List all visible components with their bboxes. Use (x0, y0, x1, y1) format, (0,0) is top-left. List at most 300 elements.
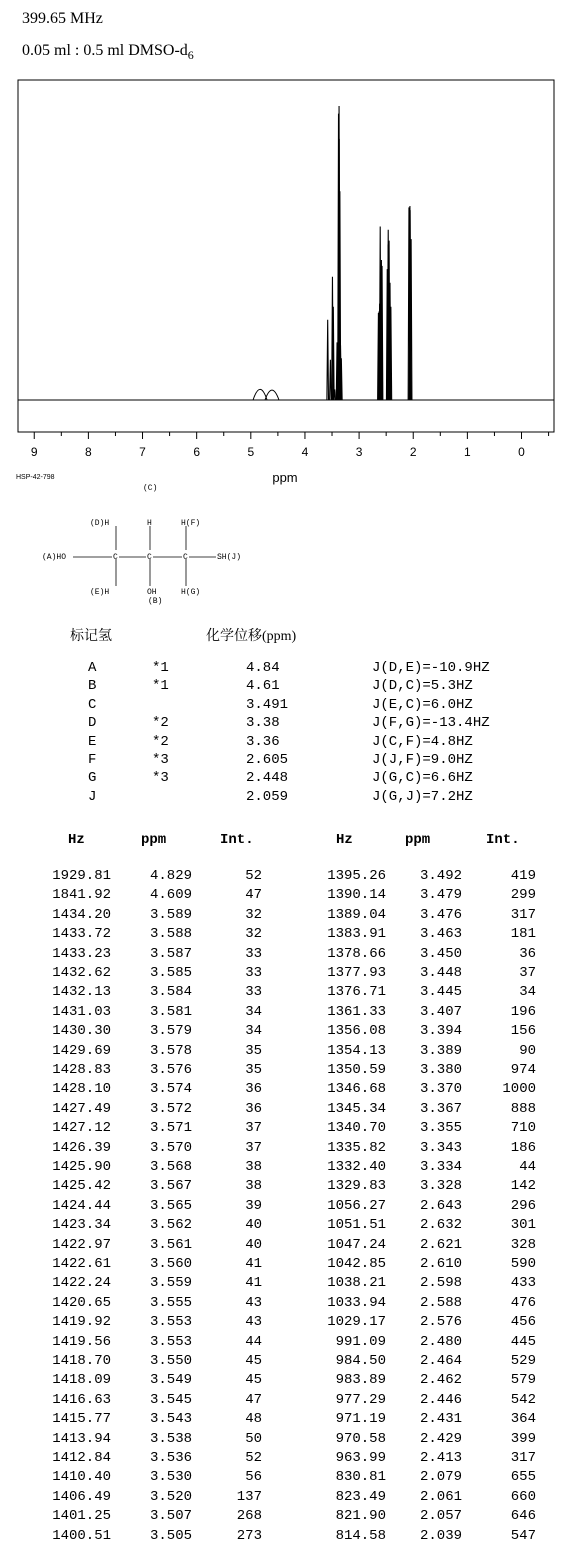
peak-hz: 1422.24 (52, 1275, 111, 1292)
peak-row (0, 1469, 570, 1486)
peak-hz: 1389.04 (327, 906, 386, 923)
peak-hz: 1410.40 (52, 1469, 111, 1486)
peak-hz: 814.58 (335, 1527, 386, 1544)
label-h-c: H (147, 519, 152, 528)
peak-intensity: 44 (245, 1333, 262, 1350)
peak-hz: 1047.24 (327, 1236, 386, 1253)
peak-intensity: 45 (245, 1353, 262, 1369)
peak-ppm: 3.571 (149, 1120, 192, 1137)
peak-intensity: 32 (245, 906, 262, 923)
x-tick-label: 0 (518, 445, 525, 459)
peak-row (0, 1237, 570, 1254)
peak-ppm: 3.445 (419, 984, 462, 1001)
peak-ppm: 3.555 (149, 1294, 192, 1311)
peak-hz: 1431.03 (52, 1003, 111, 1020)
peak-hz: 821.90 (335, 1508, 386, 1525)
peak-hz: 1432.13 (52, 984, 111, 1001)
peak-row (0, 887, 570, 904)
chemical-shift: 2.059 (246, 788, 289, 805)
spectrum-peak (327, 320, 329, 400)
peak-intensity: 156 (510, 1023, 536, 1040)
peak-row (0, 1159, 570, 1176)
peak-ppm: 2.621 (419, 1236, 462, 1253)
peak-intensity: 646 (510, 1508, 536, 1525)
peak-intensity: 35 (245, 1062, 262, 1078)
peak-row (0, 1178, 570, 1195)
coupling-constant: J(E,C)=6.0HZ (372, 696, 473, 713)
peak-ppm: 3.545 (149, 1391, 192, 1408)
label-a: (A)HO (42, 553, 67, 562)
label-c1: C (113, 553, 118, 562)
peak-ppm: 3.450 (419, 945, 462, 962)
peak-intensity: 273 (236, 1527, 262, 1544)
peak-row (0, 1392, 570, 1409)
peak-hz: 971.19 (335, 1411, 386, 1428)
peak-intensity: 43 (245, 1294, 262, 1311)
peak-intensity: 48 (245, 1411, 262, 1428)
peak-row (0, 1101, 570, 1118)
peak-intensity: 43 (245, 1314, 262, 1331)
assignment-shift-header: 化学位移(ppm) (206, 629, 297, 644)
peak-intensity: 579 (510, 1372, 536, 1389)
assignment-row (0, 752, 570, 770)
peak-row (0, 907, 570, 924)
peak-ppm: 2.039 (419, 1527, 462, 1544)
peak-intensity: 37 (245, 1139, 262, 1156)
peak-ppm: 3.584 (149, 984, 192, 1001)
peak-row (0, 1081, 570, 1098)
peak-ppm: 3.581 (149, 1003, 192, 1020)
peak-hz: 1413.94 (52, 1430, 111, 1447)
peak-ppm: 3.574 (149, 1081, 192, 1098)
x-tick-label: 2 (409, 445, 417, 459)
peak-hz: 1428.10 (52, 1081, 111, 1098)
peak-intensity: 590 (510, 1256, 536, 1272)
peak-hz: 1929.81 (52, 868, 111, 884)
assignment-row (0, 697, 570, 715)
peak-ppm: 2.576 (419, 1314, 462, 1331)
peak-row (0, 1295, 570, 1312)
peak-ppm: 3.550 (149, 1353, 192, 1369)
peak-ppm: 3.530 (149, 1469, 192, 1486)
peak-ppm: 3.479 (419, 887, 462, 904)
peak-intensity: 36 (245, 1081, 262, 1098)
peak-intensity: 317 (510, 1450, 536, 1466)
peak-intensity: 888 (510, 1100, 536, 1117)
peak-ppm: 3.587 (149, 945, 192, 962)
peak-hz: 823.49 (335, 1488, 386, 1505)
hydrogen-label: D (88, 715, 97, 732)
label-c-top: (C) (143, 484, 158, 493)
peak-header-hz-left: Hz (68, 832, 85, 848)
peak-ppm: 2.598 (419, 1275, 462, 1292)
peak-hz: 1033.94 (327, 1294, 386, 1311)
peak-ppm: 3.505 (149, 1527, 192, 1544)
hydrogen-label: C (88, 696, 97, 713)
peak-ppm: 3.560 (149, 1256, 192, 1272)
peak-intensity: 34 (519, 984, 536, 1001)
peak-intensity: 364 (510, 1411, 536, 1428)
peak-intensity: 39 (245, 1197, 262, 1214)
peak-ppm: 3.389 (419, 1042, 462, 1059)
peak-hz: 1422.97 (52, 1236, 111, 1253)
peak-hz: 1429.69 (52, 1042, 111, 1059)
peak-ppm: 2.610 (419, 1256, 462, 1272)
assignment-row (0, 660, 570, 678)
peak-hz: 1376.71 (327, 984, 386, 1001)
spectrum-peaks (253, 106, 412, 400)
coupling-constant: J(D,C)=5.3HZ (372, 678, 473, 695)
coupling-constant: J(C,F)=4.8HZ (372, 733, 473, 750)
footnote-mark: *2 (152, 715, 169, 732)
peak-row (0, 1528, 570, 1545)
hydrogen-label: A (88, 660, 97, 676)
peak-intensity: 317 (510, 906, 536, 923)
peak-intensity: 37 (519, 965, 536, 981)
footnote-mark: *3 (152, 770, 169, 787)
peak-ppm: 3.588 (149, 926, 192, 943)
spectrometer-frequency: 399.65 MHz (22, 10, 103, 27)
peak-intensity: 33 (245, 945, 262, 962)
peak-row (0, 1431, 570, 1448)
peak-intensity: 90 (519, 1042, 536, 1059)
peak-hz: 1412.84 (52, 1450, 111, 1466)
peak-hz: 1354.13 (327, 1042, 386, 1059)
peak-intensity: 328 (510, 1236, 536, 1253)
peak-row (0, 1411, 570, 1428)
x-tick-label: 6 (193, 445, 201, 459)
peak-hz: 1350.59 (327, 1062, 386, 1078)
peak-ppm: 4.609 (149, 887, 192, 904)
peak-ppm: 3.589 (149, 906, 192, 923)
peak-intensity: 137 (236, 1488, 262, 1505)
peak-row (0, 1275, 570, 1292)
peak-ppm: 3.549 (149, 1372, 192, 1389)
bond-lines (73, 526, 216, 586)
plot-frame (18, 80, 554, 432)
peak-header-int-left: Int. (220, 832, 254, 848)
peak-intensity: 181 (510, 926, 536, 943)
label-b: (B) (148, 597, 163, 606)
peak-intensity: 529 (510, 1353, 536, 1369)
peak-hz: 1051.51 (327, 1217, 386, 1234)
coupling-constant: J(J,F)=9.0HZ (372, 752, 473, 768)
peak-row (0, 926, 570, 943)
x-axis-ticks (31, 432, 549, 459)
peak-row (0, 965, 570, 982)
peak-hz: 1420.65 (52, 1294, 111, 1311)
peak-row (0, 1334, 570, 1351)
peak-intensity: 32 (245, 926, 262, 943)
peak-ppm: 3.367 (419, 1100, 462, 1117)
peak-hz: 977.29 (335, 1391, 386, 1408)
peak-intensity: 50 (245, 1430, 262, 1447)
peak-row (0, 946, 570, 963)
peak-hz: 1395.26 (327, 868, 386, 884)
peak-ppm: 3.561 (149, 1236, 192, 1253)
peak-header-hz-right: Hz (336, 832, 353, 848)
peak-hz: 1430.30 (52, 1023, 111, 1040)
peak-ppm: 3.328 (419, 1178, 462, 1195)
peak-hz: 1418.09 (52, 1372, 111, 1389)
peak-intensity: 41 (245, 1275, 262, 1292)
peak-ppm: 2.431 (419, 1411, 462, 1428)
peak-ppm: 3.407 (419, 1003, 462, 1020)
peak-ppm: 2.643 (419, 1197, 462, 1214)
peak-hz: 970.58 (335, 1430, 386, 1447)
spectrum-peak (253, 389, 267, 400)
peak-hz: 1425.90 (52, 1159, 111, 1175)
peak-hz: 1390.14 (327, 887, 386, 904)
peak-intensity: 40 (245, 1236, 262, 1253)
hydrogen-label: F (88, 752, 97, 768)
peak-ppm: 2.588 (419, 1294, 462, 1311)
peak-intensity: 301 (510, 1217, 536, 1234)
label-c3: C (183, 553, 188, 562)
peak-hz: 1042.85 (327, 1256, 386, 1272)
x-axis-label: ppm (272, 470, 298, 485)
peak-hz: 1415.77 (52, 1411, 111, 1428)
peak-intensity: 419 (510, 868, 536, 884)
peak-row (0, 1372, 570, 1389)
peak-ppm: 3.567 (149, 1178, 192, 1195)
peak-row (0, 1314, 570, 1331)
label-c2: C (147, 553, 152, 562)
peak-intensity: 268 (236, 1508, 262, 1525)
peak-intensity: 45 (245, 1372, 262, 1389)
peak-ppm: 3.570 (149, 1139, 192, 1156)
assignment-row (0, 789, 570, 807)
footnote-mark: *1 (152, 660, 169, 676)
peak-hz: 1383.91 (327, 926, 386, 943)
label-f: H(F) (181, 519, 201, 528)
peak-row (0, 1450, 570, 1467)
peak-intensity: 399 (510, 1430, 536, 1447)
peak-hz: 1361.33 (327, 1003, 386, 1020)
peak-intensity: 433 (510, 1275, 536, 1292)
peak-ppm: 3.492 (419, 868, 462, 884)
x-tick-label: 3 (355, 445, 363, 459)
peak-intensity: 36 (519, 945, 536, 962)
solvent-text: 0.05 ml : 0.5 ml DMSO-d (22, 42, 188, 59)
x-tick-label: 5 (247, 445, 255, 459)
peak-ppm: 3.380 (419, 1062, 462, 1078)
peak-hz: 1340.70 (327, 1120, 386, 1137)
solvent-info (22, 42, 194, 63)
nmr-spectrum-chart (0, 70, 570, 490)
peak-hz: 1029.17 (327, 1314, 386, 1331)
peak-hz: 1426.39 (52, 1139, 111, 1156)
peak-hz: 1422.61 (52, 1256, 111, 1272)
peak-ppm: 3.334 (419, 1159, 462, 1175)
footnote-mark: *3 (152, 752, 169, 768)
peak-row (0, 1004, 570, 1021)
peak-hz: 1329.83 (327, 1178, 386, 1195)
peak-hz: 1335.82 (327, 1139, 386, 1156)
peak-ppm: 4.829 (149, 868, 192, 884)
peak-hz: 983.89 (335, 1372, 386, 1389)
peak-ppm: 2.413 (419, 1450, 462, 1466)
peak-hz: 1425.42 (52, 1178, 111, 1195)
assignment-row (0, 734, 570, 752)
peak-hz: 1038.21 (327, 1275, 386, 1292)
peak-ppm: 3.553 (149, 1314, 192, 1331)
peak-ppm: 2.632 (419, 1217, 462, 1234)
peak-intensity: 38 (245, 1178, 262, 1195)
peak-ppm: 3.578 (149, 1042, 192, 1059)
hydrogen-label: G (88, 770, 97, 787)
peak-hz: 1345.34 (327, 1100, 386, 1117)
peak-ppm: 2.079 (419, 1469, 462, 1486)
chemical-shift: 2.605 (246, 752, 289, 768)
peak-ppm: 2.446 (419, 1391, 462, 1408)
peak-intensity: 36 (245, 1100, 262, 1117)
label-oh: OH (147, 588, 157, 597)
peak-hz: 1416.63 (52, 1391, 111, 1408)
peak-ppm: 3.448 (419, 965, 462, 981)
hydrogen-label: J (88, 788, 97, 805)
peak-ppm: 3.370 (419, 1081, 462, 1098)
peak-intensity: 456 (510, 1314, 536, 1331)
peak-hz: 1841.92 (52, 887, 111, 904)
coupling-constant: J(G,C)=6.6HZ (372, 770, 473, 787)
peak-ppm: 3.463 (419, 926, 462, 943)
catalog-id: HSP-42-798 (16, 474, 55, 481)
x-tick-label: 8 (85, 445, 92, 459)
peak-intensity: 142 (510, 1178, 536, 1195)
peak-hz: 1427.12 (52, 1120, 111, 1137)
chemical-shift: 4.61 (246, 678, 280, 695)
peak-row (0, 1120, 570, 1137)
chemical-shift: 2.448 (246, 770, 289, 787)
chemical-shift: 4.84 (246, 660, 280, 676)
peak-intensity: 299 (510, 887, 536, 904)
peak-intensity: 547 (510, 1527, 536, 1544)
peak-intensity: 44 (519, 1159, 536, 1175)
peak-intensity: 542 (510, 1391, 536, 1408)
hydrogen-label: E (88, 733, 97, 750)
peak-ppm: 2.061 (419, 1488, 462, 1505)
spectrum-peak (330, 360, 332, 400)
label-sh: SH(J) (217, 553, 242, 562)
label-g: H(G) (181, 588, 201, 597)
peak-ppm: 2.462 (419, 1372, 462, 1389)
peak-hz: 1423.34 (52, 1217, 111, 1234)
peak-ppm: 2.480 (419, 1333, 462, 1350)
peak-row (0, 1489, 570, 1506)
peak-intensity: 35 (245, 1042, 262, 1059)
peak-ppm: 3.562 (149, 1217, 192, 1234)
peak-row (0, 1043, 570, 1060)
peak-hz: 963.99 (335, 1450, 386, 1466)
peak-ppm: 3.543 (149, 1411, 192, 1428)
footnote-mark: *2 (152, 733, 169, 750)
peak-ppm: 2.464 (419, 1353, 462, 1369)
peak-intensity: 33 (245, 984, 262, 1001)
peak-header-ppm-left: ppm (141, 832, 167, 848)
peak-ppm: 3.507 (149, 1508, 192, 1525)
peak-ppm: 2.057 (419, 1508, 462, 1525)
peak-hz: 1346.68 (327, 1081, 386, 1098)
peak-intensity: 34 (245, 1023, 262, 1040)
peak-intensity: 186 (510, 1139, 536, 1156)
peak-row (0, 1198, 570, 1215)
peak-hz: 1427.49 (52, 1100, 111, 1117)
peak-intensity: 47 (245, 1391, 262, 1408)
peak-hz: 1419.56 (52, 1333, 111, 1350)
peak-ppm: 3.576 (149, 1062, 192, 1078)
peak-row (0, 1508, 570, 1525)
peak-hz: 1401.25 (52, 1508, 111, 1525)
peak-intensity: 1000 (502, 1081, 536, 1098)
peak-row (0, 868, 570, 885)
peak-ppm: 3.585 (149, 965, 192, 981)
peak-hz: 1424.44 (52, 1197, 111, 1214)
peak-ppm: 3.568 (149, 1159, 192, 1175)
peak-hz: 830.81 (335, 1469, 386, 1486)
peak-hz: 1428.83 (52, 1062, 111, 1078)
label-e: (E)H (90, 588, 110, 597)
peak-intensity: 655 (510, 1469, 536, 1486)
peak-intensity: 196 (510, 1003, 536, 1020)
peak-intensity: 41 (245, 1256, 262, 1272)
peak-intensity: 296 (510, 1197, 536, 1214)
x-tick-label: 7 (139, 445, 146, 459)
peak-hz: 1400.51 (52, 1527, 111, 1544)
peak-hz: 1356.08 (327, 1023, 386, 1040)
peak-intensity: 33 (245, 965, 262, 981)
peak-intensity: 974 (510, 1062, 536, 1078)
peak-intensity: 660 (510, 1488, 536, 1505)
peak-intensity: 476 (510, 1294, 536, 1311)
spectrum-peak (334, 389, 336, 400)
peak-ppm: 3.536 (149, 1450, 192, 1466)
peak-ppm: 2.429 (419, 1430, 462, 1447)
peak-hz: 1434.20 (52, 906, 111, 923)
x-tick-label: 9 (30, 445, 38, 459)
chemical-shift: 3.491 (246, 696, 289, 713)
peak-intensity: 52 (245, 1450, 262, 1466)
peak-intensity: 37 (245, 1120, 262, 1137)
peak-row (0, 1256, 570, 1273)
peak-row (0, 1140, 570, 1157)
peak-ppm: 3.553 (149, 1333, 192, 1350)
peak-intensity: 56 (245, 1469, 262, 1486)
peak-row (0, 1023, 570, 1040)
peak-hz: 1378.66 (327, 945, 386, 962)
peak-ppm: 3.572 (149, 1100, 192, 1117)
chemical-shift: 3.38 (246, 715, 280, 732)
hydrogen-label: B (88, 678, 97, 695)
peak-hz: 1419.92 (52, 1314, 111, 1331)
peak-ppm: 3.579 (149, 1023, 192, 1040)
molecule-structure (40, 478, 300, 608)
assignment-row (0, 715, 570, 733)
peak-row (0, 984, 570, 1001)
peak-hz: 1433.72 (52, 926, 111, 943)
coupling-constant: J(D,E)=-10.9HZ (372, 660, 490, 676)
peak-ppm: 3.355 (419, 1120, 462, 1137)
peak-intensity: 40 (245, 1217, 262, 1234)
peak-hz: 1056.27 (327, 1197, 386, 1214)
assignment-row (0, 678, 570, 696)
assignment-label-header: 标记氢 (70, 629, 112, 644)
peak-ppm: 3.565 (149, 1197, 192, 1214)
peak-intensity: 34 (245, 1003, 262, 1020)
coupling-constant: J(G,J)=7.2HZ (372, 788, 473, 805)
peak-hz: 1332.40 (327, 1159, 386, 1175)
x-tick-label: 1 (464, 445, 471, 459)
